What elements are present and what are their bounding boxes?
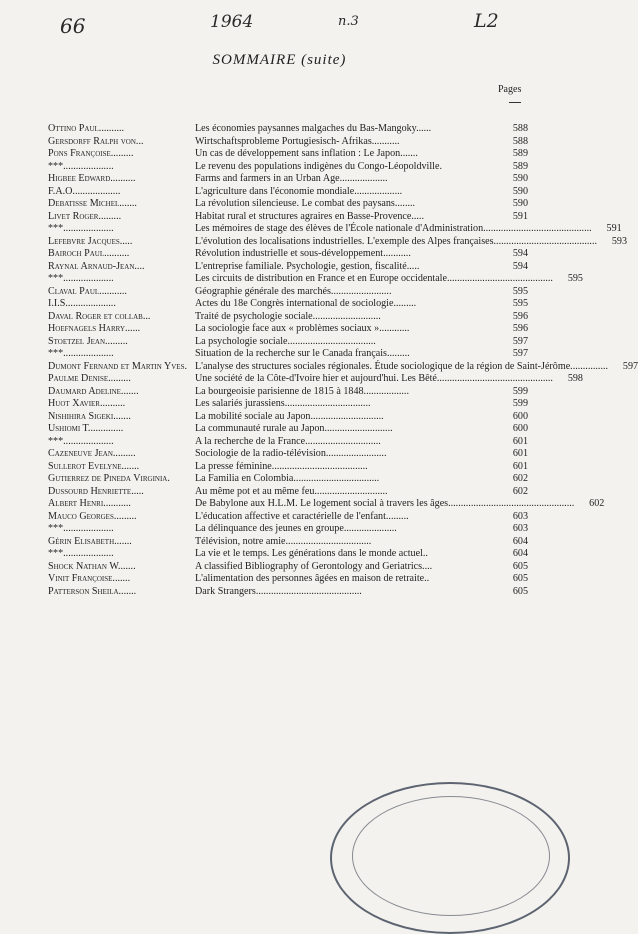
entry-page-number: 594 — [512, 248, 528, 259]
entry-title: Les circuits de distribution en France et en Europe occidentale.......................................... — [195, 273, 553, 284]
entry-author: ***.................... — [48, 523, 114, 534]
entry-title: Une société de la Côte-d'Ivoire hier et aujourd'hui. Les Bêté.............................................. — [195, 373, 553, 384]
entry-title: Les salariés jurassiens.................................. — [195, 398, 371, 409]
entry-title: L'évolution des localisations industrielles. L'exemple des Alpes françaises......................................... — [195, 235, 597, 247]
entry-page-number: 601 — [512, 435, 528, 447]
toc-entry — [48, 273, 583, 286]
entry-author: Higbee Edward.......... — [48, 173, 136, 184]
toc-entry — [48, 511, 528, 524]
entry-author: Bairoch Paul.......... — [48, 248, 130, 259]
entry-page-number: 588 — [512, 135, 528, 147]
entry-page-number: 598 — [567, 373, 583, 384]
entry-author: Dussourd Henriette..... — [48, 485, 144, 497]
entry-author: Gersdorff Ralph von... — [48, 135, 144, 147]
entry-title: La sociologie face aux « problèmes sociaux »............ — [195, 323, 410, 334]
toc-entry — [48, 398, 528, 411]
entry-page-number: 604 — [512, 535, 528, 547]
entry-author: Nishihira Sigeki....... — [48, 410, 131, 422]
entry-title: Habitat rural et structures agraires en Basse-Provence..... — [195, 210, 424, 222]
entry-title: Les mémoires de stage des élèves de l'École nationale d'Administration........................................... — [195, 223, 592, 234]
entry-title: Le revenu des populations indigènes du Congo-Léopoldville. — [195, 160, 442, 172]
entry-page-number: 601 — [512, 448, 528, 459]
entry-author: Livet Roger......... — [48, 210, 122, 222]
toc-entry — [48, 348, 528, 361]
entry-title: La communauté rurale au Japon........................... — [195, 423, 393, 434]
entry-author: Shock Nathan W....... — [48, 560, 136, 572]
entry-title: Actes du 18e Congrès international de sociologie......... — [195, 298, 417, 309]
entry-page-number: 597 — [622, 360, 638, 372]
entry-page-number: 591 — [512, 210, 528, 222]
entry-author: Sullerot Evelyne....... — [48, 460, 140, 472]
entry-page-number: 603 — [512, 510, 528, 522]
toc-entry — [48, 423, 528, 436]
entry-page-number: 604 — [512, 548, 528, 559]
entry-page-number: 590 — [512, 173, 528, 184]
entry-author: Lefebvre Jacques..... — [48, 235, 133, 247]
entry-title: Sociologie de la radio-télévision........................ — [195, 448, 387, 459]
library-stamp-inner-ring — [352, 796, 550, 916]
entry-author: Ushiomi T.............. — [48, 423, 124, 434]
toc-entry — [48, 436, 528, 449]
toc-entry — [48, 373, 583, 386]
pages-rule — [509, 102, 521, 103]
entry-title: L'entreprise familiale. Psychologie, gestion, fiscalité..... — [195, 260, 420, 272]
toc-entry — [48, 186, 528, 199]
toc-entry — [48, 323, 528, 336]
entry-page-number: 602 — [512, 473, 528, 484]
entry-author: Dumont Fernand et Martin Yves. — [48, 360, 187, 372]
entry-page-number: 596 — [512, 323, 528, 334]
entry-page-number: 590 — [512, 185, 528, 197]
entry-page-number: 600 — [512, 423, 528, 434]
page-title: SOMMAIRE (suite) — [212, 52, 347, 68]
entry-author: F.A.O................... — [48, 185, 121, 197]
toc-entry — [48, 211, 528, 224]
entry-title: La révolution silencieuse. Le combat des paysans........ — [195, 198, 416, 209]
entry-page-number: 605 — [512, 573, 528, 584]
toc-entry — [48, 311, 528, 324]
entry-title: La psychologie sociale................................... — [195, 335, 376, 347]
toc-entry — [48, 148, 528, 161]
entry-title: L'analyse des structures sociales régionales. Étude sociologique de la région de Saint-Jérôme............... — [195, 360, 609, 372]
entry-page-number: 588 — [512, 123, 528, 134]
toc-entry — [48, 298, 528, 311]
entry-author: Patterson Sheila....... — [48, 585, 137, 597]
toc-entry — [48, 123, 528, 136]
toc-entry — [48, 486, 528, 499]
entry-author: Daumard Adeline....... — [48, 385, 139, 397]
toc-entry — [48, 411, 528, 424]
toc-entry — [48, 360, 638, 374]
entry-page-number: 602 — [512, 485, 528, 497]
entry-page-number: 594 — [512, 260, 528, 272]
entry-page-number: 593 — [611, 235, 627, 247]
toc-entry — [48, 561, 528, 574]
toc-entry — [48, 223, 622, 236]
toc-entry — [48, 198, 528, 211]
toc-entry — [48, 235, 627, 249]
entry-author: ***.................... — [48, 273, 114, 284]
entry-page-number: 589 — [512, 160, 528, 172]
handwritten-annotation: L2 — [474, 10, 499, 32]
entry-page-number: 596 — [512, 310, 528, 322]
toc-entry — [48, 536, 528, 549]
toc-entry — [48, 161, 528, 174]
toc-entry — [48, 523, 528, 536]
entry-author: Stoetzel Jean......... — [48, 335, 128, 347]
entry-page-number: 590 — [512, 198, 528, 209]
table-of-contents — [48, 123, 638, 598]
toc-entry — [48, 336, 528, 349]
entry-page-number: 605 — [512, 585, 528, 597]
entry-title: La bourgeoisie parisienne de 1815 à 1848.................. — [195, 385, 409, 397]
entry-author: ***.................... — [48, 160, 114, 172]
entry-page-number: 602 — [589, 498, 605, 509]
handwritten-annotation: n.3 — [338, 14, 359, 29]
entry-title: A la recherche de la France.............................. — [195, 435, 381, 447]
entry-page-number: 591 — [606, 223, 622, 234]
entry-page-number: 589 — [512, 148, 528, 159]
entry-title: Révolution industrielle et sous-développement........... — [195, 248, 411, 259]
entry-author: Paulme Denise......... — [48, 373, 131, 384]
entry-title: A classified Bibliography of Gerontology and Geriatrics.... — [195, 560, 433, 572]
handwritten-annotation: 66 — [60, 14, 86, 38]
entry-author: Raynal Arnaud-Jean.... — [48, 260, 145, 272]
entry-page-number: 605 — [512, 560, 528, 572]
toc-entry — [48, 248, 528, 261]
entry-title: Dark Strangers.......................................... — [195, 585, 362, 597]
entry-author: Pons Françoise......... — [48, 148, 134, 159]
entry-title: De Babylone aux H.L.M. Le logement social à travers les âges.................................................. — [195, 498, 575, 509]
entry-author: Albert Henri........... — [48, 498, 131, 509]
toc-entry — [48, 261, 528, 274]
entry-title: Situation de la recherche sur le Canada français......... — [195, 348, 410, 359]
entry-author: ***.................... — [48, 435, 114, 447]
entry-page-number: 601 — [512, 460, 528, 472]
entry-title: Géographie générale des marchés........................ — [195, 285, 392, 297]
entry-title: L'agriculture dans l'économie mondiale................... — [195, 185, 403, 197]
toc-entry — [48, 136, 528, 149]
entry-author: Gutierrez de Pineda Virginia. — [48, 473, 170, 484]
entry-author: Daval Roger et collab... — [48, 310, 151, 322]
entry-author: ***.................... — [48, 548, 114, 559]
entry-page-number: 595 — [567, 273, 583, 284]
entry-title: L'alimentation des personnes âgées en maison de retraite.. — [195, 573, 430, 584]
toc-entry — [48, 498, 605, 511]
entry-author: Claval Paul........... — [48, 285, 127, 297]
toc-entry — [48, 448, 528, 461]
entry-author: ***.................... — [48, 348, 114, 359]
entry-title: La délinquance des jeunes en groupe..................... — [195, 523, 397, 534]
entry-title: Télévision, notre amie.................................. — [195, 535, 372, 547]
entry-author: Hoefnagels Harry...... — [48, 323, 141, 334]
entry-author: Vinit Françoise....... — [48, 573, 131, 584]
handwritten-annotation: 1964 — [210, 12, 254, 32]
entry-author: Debatisse Michel....... — [48, 198, 137, 209]
entry-page-number: 597 — [512, 335, 528, 347]
toc-entry — [48, 473, 528, 486]
entry-title: Wirtschaftsprobleme Portugiesisch- Afrikas........... — [195, 135, 400, 147]
entry-title: La vie et le temps. Les générations dans le monde actuel.. — [195, 548, 428, 559]
entry-title: La mobilité sociale au Japon............................. — [195, 410, 384, 422]
entry-page-number: 599 — [512, 385, 528, 397]
entry-author: I.I.S.................... — [48, 298, 116, 309]
pages-column-label: Pages — [498, 84, 522, 95]
entry-title: La presse féminine...................................... — [195, 460, 368, 472]
toc-entry — [48, 548, 528, 561]
toc-entry — [48, 173, 528, 186]
toc-entry — [48, 586, 528, 599]
toc-entry — [48, 386, 528, 399]
entry-title: Farms and farmers in an Urban Age................... — [195, 173, 388, 184]
entry-author: Cazeneuve Jean......... — [48, 448, 136, 459]
entry-title: Un cas de développement sans inflation : Le Japon....... — [195, 148, 418, 159]
entry-title: Au même pot et au même feu............................. — [195, 485, 388, 497]
toc-entry — [48, 573, 528, 586]
entry-title: L'éducation affective et caractérielle de l'enfant......... — [195, 510, 409, 522]
entry-author: Huot Xavier.......... — [48, 398, 126, 409]
entry-page-number: 599 — [512, 398, 528, 409]
toc-entry — [48, 286, 528, 299]
toc-entry — [48, 461, 528, 474]
entry-page-number: 595 — [512, 298, 528, 309]
entry-author: ***.................... — [48, 223, 114, 234]
entry-page-number: 600 — [512, 410, 528, 422]
entry-page-number: 603 — [512, 523, 528, 534]
entry-title: Les économies paysannes malgaches du Bas-Mangoky...... — [195, 123, 432, 134]
entry-page-number: 595 — [512, 285, 528, 297]
entry-page-number: 597 — [512, 348, 528, 359]
entry-author: Gérin Elisabeth....... — [48, 535, 132, 547]
entry-author: Ottino Paul.......... — [48, 123, 125, 134]
entry-title: La Familia en Colombia.................................. — [195, 473, 380, 484]
entry-title: Traité de psychologie sociale........................... — [195, 310, 381, 322]
entry-author: Mauco Georges......... — [48, 510, 137, 522]
